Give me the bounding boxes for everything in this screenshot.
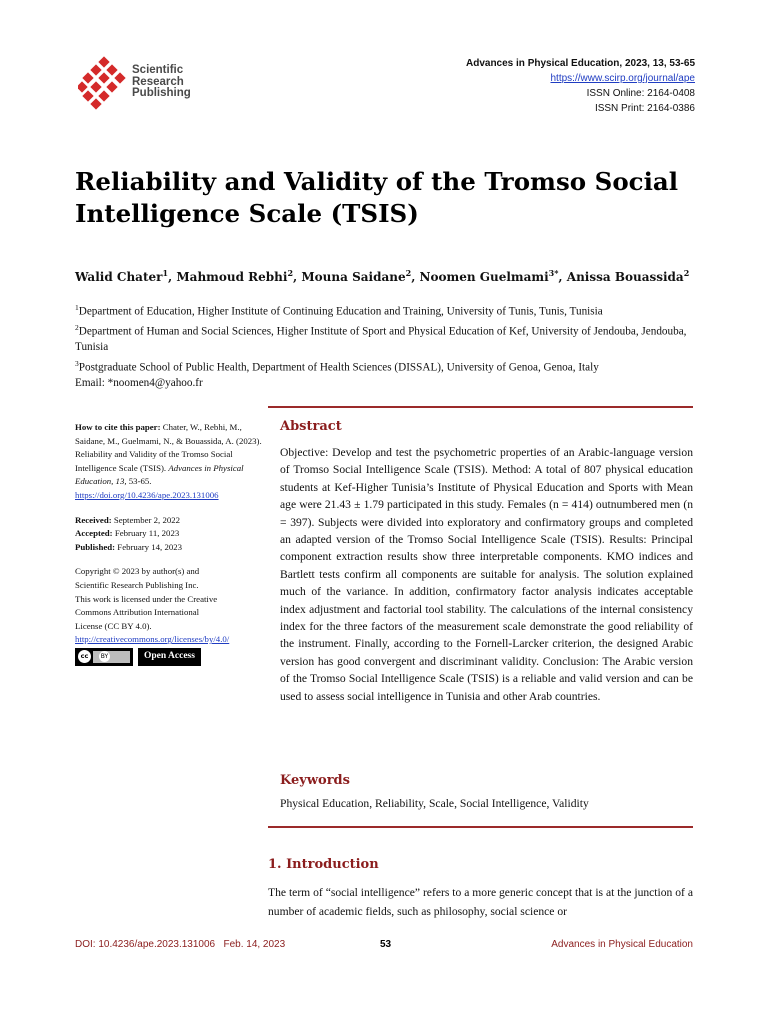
copyright-line: Commons Attribution International [75,607,200,618]
license-link[interactable]: http://creativecommons.org/licenses/by/4.0/ [75,634,230,645]
author-name: Noomen Guelmami [419,270,549,284]
author-name: Anissa Bouassida [566,270,684,284]
footer-doi: DOI: 10.4236/ape.2023.131006 [75,939,216,950]
by-icon [93,651,130,663]
journal-meta [466,56,695,116]
publisher-logo [78,56,134,112]
affiliation-text: Postgraduate School of Public Health, Department of Health Sciences (DISSAL), University of Genoa, Genoa, Italy [78,361,599,374]
affiliation-item [75,356,695,376]
affiliation-sup: 3 [75,358,79,368]
received-label: Received: [75,514,112,525]
author-sup: 2 [683,268,690,278]
abstract-text: Objective: Develop and test the psychometric properties of an Arabic-language version of Tromso Social Intelligence Scale (TSIS). Method: A total of 807 physical education students at Kef-Higher Tunisia’s Institute of Physical Education and Sports with Mean age were 21.43 ± 1.79 participated in this study. Females (n = 414) outnumbered men (n = 397). Subjects were divided into exploratory and confirmatory groups and completed an adapted version of the Tromso Social Intelligence Scale (TSIS). Results: Principal component extraction results show three interpretable components. KMO indices and Bartlett tests confirm all components are suitable for analysis. The solution explained much of the variance. In addition, confirmatory factor analysis indicates acceptable index adjustment and factorial tool stability. The calculations of the internal consistency index for the three factors of the measurement scale demonstrate the good reliability of the instrument. Finally, according to the Fornell-Larcker criterion, the designed Arabic version has good convergent and discriminant validity. Conclusion: The Arabic version of the Tromso Social Intelligence Scale (TSIS) is a reliable and valid version and can be used to assess social intelligence in Tunisia and other Arab countries. [280,446,693,703]
cc-by-badge[interactable] [75,648,133,666]
logo-line-3: Publishing [132,87,191,99]
footer-journal: Advances in Physical Education [551,939,693,950]
page-number: 53 [380,939,392,950]
author-list: Walid Chater$^1$, Mahmoud Rebhi$^2$, Mouna Saidane$^2$, Noomen Guelmami$^{3*}$, Anissa Bouassida$^2$ [75,268,690,284]
received-date: September 2, 2022 [113,514,181,525]
published-label: Published: [75,541,116,552]
license-badges [75,648,265,666]
paper-title: Reliability and Validity of the Tromso Social Intelligence Scale (TSIS) [75,167,679,228]
journal-line: Advances in Physical Education, 2023, 13, 53-65 [466,58,695,69]
affiliation-sup: 1 [75,303,79,312]
accepted-date: February 11, 2023 [114,528,180,539]
keywords-text: Physical Education, Reliability, Scale, Social Intelligence, Validity [280,797,589,810]
citation-block [75,421,265,503]
abstract-heading: Abstract [280,419,342,434]
logo-line-2: Research [132,75,184,88]
author-sup: 2 [405,268,412,278]
copyright-line: License (CC BY 4.0). [75,620,152,631]
dates-block [75,514,265,555]
author-name: Mouna Saidane [301,270,406,284]
publisher-name [132,65,191,100]
cite-journal: Advances in Physical Education, 13, [75,462,244,487]
footer-doi-date [75,939,285,950]
affiliations [75,300,695,392]
abstract-top-rule [268,406,693,408]
by-label: BY [99,651,110,662]
author-name: Walid Chater [75,270,163,284]
keywords-heading: Keywords [280,773,350,788]
copyright-line: This work is licensed under the Creative [75,593,218,604]
author-sup: 3* [548,268,559,278]
affiliation-item [75,300,695,320]
accepted-label: Accepted: [75,528,113,539]
published-date: February 14, 2023 [117,541,183,552]
logo-line-1: Scientific [132,64,184,76]
cite-label: How to cite this paper: [75,422,161,432]
issn-online: ISSN Online: 2164-0408 [586,88,695,99]
affiliation-text: Department of Education, Higher Institute of Continuing Education and Training, University of Tunis, Tunis, Tunisia [78,305,603,318]
article-info-sidebar [75,421,265,666]
author-name: Mahmoud Rebhi [176,270,288,284]
affiliation-sup: 2 [75,323,79,333]
cc-icon: cc [78,650,91,663]
section-heading-introduction: 1. Introduction [268,857,379,872]
affiliation-text: Department of Human and Social Sciences, Higher Institute of Sport and Physical Education of Kef, University of Jendouba, Jendouba, Tunisia [75,325,687,354]
cite-text: Chater, W., Rebhi, M., Saidane, M., Guelmami, N., & Bouassida, A. (2023). Reliability and Validity of the Tromso Social Intelligence Scale (TSIS). [75,422,262,473]
intro-text: The term of “social intelligence” refers to a more generic concept that is at the junction of a number of academic fields, such as philosophy, social science or [268,886,693,918]
affiliation-item [75,320,695,356]
doi-link[interactable]: https://doi.org/10.4236/ape.2023.131006 [75,489,219,500]
issn-print: ISSN Print: 2164-0386 [594,103,695,114]
footer-date: Feb. 14, 2023 [223,939,286,950]
cite-pages: 53-65. [128,476,152,487]
corresponding-email[interactable]: Email: *noomen4@yahoo.fr [75,377,203,390]
abstract-bottom-rule [268,826,693,828]
author-sup: 1 [162,268,169,278]
journal-url-link[interactable]: https://www.scirp.org/journal/ape [550,73,695,84]
copyright-block [75,565,265,666]
copyright-line: Copyright © 2023 by author(s) and [75,566,200,577]
copyright-line: Scientific Research Publishing Inc. [75,579,199,590]
author-sup: 2 [287,268,294,278]
open-access-badge: Open Access [138,648,201,666]
